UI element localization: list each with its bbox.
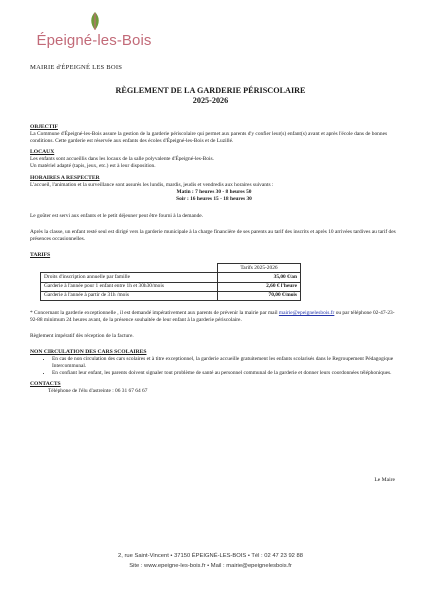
mairie-email-link[interactable]: mairie@epeignelesbois.fr: [278, 309, 335, 316]
locaux-line-1: Les enfants sont accueillis dans les locaux de la salle polyvalente d'Épeigné-les-Bois.: [30, 156, 214, 163]
contacts-line: Téléphone de l'élu d'astreinte : 06 31 67 64 67: [48, 388, 148, 395]
exceptionnelle-text: * Concernant la garderie exceptionnelle , il est demandé impérativement aux parents de prévenir la mairie par mail mairie@epeignelesbois.fr ou par téléphone 02-47-23-92-88 minimum 24 heures avant, de la présence souhaitée de leur enfant à la garderie périscolaire.: [30, 309, 395, 323]
tarif-label: Droits d'inscription annuelle par famille: [41, 273, 218, 282]
section-heading-horaires: HORAIRES A RESPECTER: [30, 174, 100, 181]
tarifs-column-header: Tarifs 2025-2026: [218, 264, 301, 273]
page-title: RÈGLEMENT DE LA GARDERIE PÉRISCOLAIRE: [115, 86, 306, 95]
table-row: [41, 291, 301, 300]
section-heading-contacts: CONTACTS: [30, 381, 61, 388]
apres-classe-text: Après la classe, un enfant resté seul est dirigé vers la garderie municipale à la charge financière de ses parents au tarif des inscrits et après 10 arrivées tardives au tarif des présences occasionnelles.: [30, 229, 396, 243]
section-heading-locaux: LOCAUX: [30, 149, 55, 156]
logo-text: Épeigné-les-Bois: [36, 32, 152, 49]
section-heading-tarifs: TARIFS: [30, 252, 51, 259]
document-body: [30, 124, 398, 396]
tarif-label: Garderie à l'année à partir de 31h /mois: [41, 291, 218, 300]
tarif-value: 70,00 €/mois: [218, 291, 301, 300]
section-heading-objectif: OBJECTIF: [30, 124, 58, 130]
page-subtitle: 2025-2026: [192, 96, 229, 105]
list-item: • En cas de non circulation des cars scolaires et à titre exceptionnel, la garderie accueille gratuitement les enfants scolarisés dans le Regroupement Pédagogique Intercommunal.: [52, 356, 398, 370]
horaires-times: [30, 189, 398, 204]
tarif-value: 2,60 € l'heure: [218, 282, 301, 291]
reglement-text: Règlement impératif dès réception de la facture.: [30, 332, 134, 339]
horaires-intro: L'accueil, l'animation et la surveillance sont assurés les lundis, mardis, jeudis et vendredis aux horaires suivants :: [30, 181, 274, 188]
horaires-matin: Matin : 7 heures 30 - 8 heures 50: [176, 188, 252, 195]
table-row: [41, 282, 301, 291]
footer-web-mail: Site : www.epeigne-les-bois.fr • Mail : mairie@epeignelesbois.fr: [129, 563, 292, 569]
tarifs-table: [40, 263, 301, 300]
tarif-value: 35,00 €/an: [218, 273, 301, 282]
cars-list: [30, 356, 398, 377]
leaf-icon: [84, 10, 106, 32]
signature-le-maire: Le Maire: [374, 477, 395, 483]
table-row: [41, 273, 301, 282]
gouter-text: Le goûter est servi aux enfants et le petit déjeuner peut être fourni à la demande.: [30, 212, 204, 219]
table-header-row: [41, 264, 301, 273]
list-item: • En confiant leur enfant, les parents doivent signaler tout problème de santé au personnel communal de la garderie et donner leurs coordonnées téléphoniques.: [52, 370, 398, 377]
section-heading-cars: NON CIRCULATION DES CARS SCOLAIRES: [30, 348, 147, 355]
locaux-line-2: Un matériel adapté (tapis, jeux, etc.) est à leur disposition.: [30, 163, 156, 170]
mairie-label: MAIRIE d'ÉPEIGNÉ LES BOIS: [30, 64, 123, 71]
objectif-text: La Commune d'Épeigné-les-Bois assure la gestion de la garderie périscolaire qui permet aux parents d'y confier leur(s) enfant(s) avant et après l'école dans de bonnes conditions. Cette garderie est réservée aux enfants des écoles d'Épeigné-les-Bois et de Luzillé.: [30, 131, 388, 145]
footer-address: 2, rue Saint-Vincent • 37150 ÉPEIGNÉ-LES-BOIS • Tél : 02 47 23 92 88: [118, 553, 303, 559]
tarif-label: Garderie à l'année pour 1 enfant entre 1h et 30h30/mois: [41, 282, 218, 291]
horaires-soir: Soir : 16 heures 15 - 18 heures 30: [176, 196, 252, 203]
